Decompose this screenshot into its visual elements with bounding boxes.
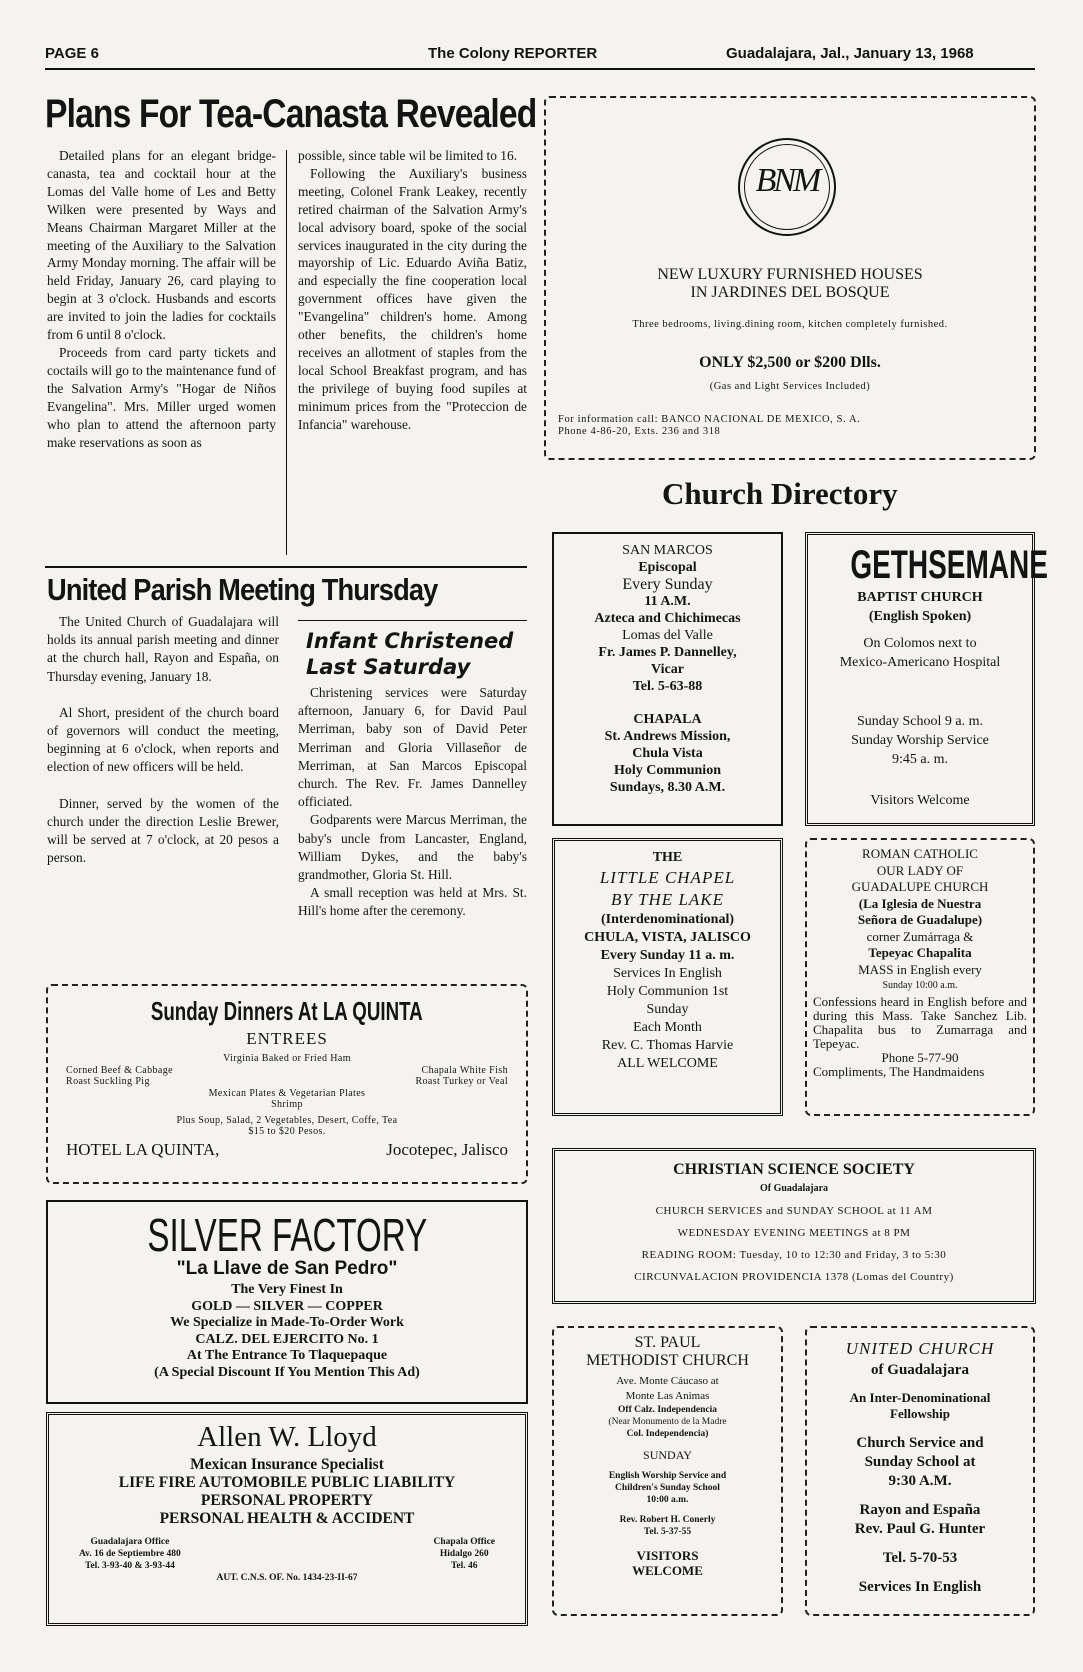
- bnm-title: NEW LUXURY FURNISHED HOUSES IN JARDINES DEL BOSQUE: [657, 266, 923, 301]
- dateline: Guadalajara, Jal., January 13, 1968: [726, 45, 974, 62]
- gethsemane-name: GETHSEMANE: [850, 543, 1048, 587]
- bnm-description: Three bedrooms, living.dining room, kitchen completely furnished.: [632, 319, 948, 330]
- st-paul-listing: ST. PAUL METHODIST CHURCH Ave. Monte Cáucaso at Monte Las Animas Off Calz. Independencia (Near Monumento de la Madre Col. Independencia) SUNDAY English Worship Service and Children's Sunday School 10:00 a.m. Rev. Robert H. Conerly Tel. 5-37-55 VISITORS WELCOME: [552, 1326, 783, 1616]
- silver-factory-ad: SILVER FACTORY "La Llave de San Pedro" The Very Finest In GOLD — SILVER — COPPER We Specialize in Made-To-Order Work CALZ. DEL EJERCITO No. 1 At The Entrance To Tlaquepaque (A Special Discount If You Mention This Ad): [46, 1200, 528, 1404]
- newspaper-name: The Colony REPORTER: [428, 45, 598, 62]
- tea-canasta-col-2: possible, since table wil be limited to 16. Following the Auxiliary's business meeting, Colonel Frank Leakey, recently retired chairman of the Salvation Army's local advisory board, spoke of the social services inaugurated in the city during the mayorship of Lic. Eduardo Aviña Batiz, and especially the fine cooperation local government offices have given the "Evangelina" children's home. Among other benefits, the children's home receives an allotment of staples from the local School Breakfast program, and has the privilege of buying food supiles at minimum prices from the "Proteccion de Infancia" warehouse.: [298, 148, 527, 432]
- united-parish-headline: United Parish Meeting Thursday: [47, 572, 438, 607]
- infant-article: Christening services were Saturday afternoon, January 6, for David Paul Merriman, baby son of David Peter Merriman and Gloria Villaseñor de Merriman, at San Marcos Episcopal church. The Rev. Fr. James Dannelley officiated. Godparents were Marcus Merriman, the baby's uncle from Lancaster, England, William Dykes, and the baby's grandmother, Gloria St. Hill. A small reception was held at Mrs. St. Hill's home after the ceremony.: [298, 685, 527, 919]
- united-parish-article: The United Church of Guadalajara will holds its annual parish meeting and dinner at the church hall, Rayon and España, on Thursday evening, January 18. Al Short, president of the church board of governors will conduct the meeting, beginning at 6 o'clock, when reports and election of new officers will be held. Dinner, served by the women of the church under the direction Leslie Brewer, will be served at 7 o'clock, at 20 pesos a person.: [47, 614, 279, 866]
- la-quinta-ad: Sunday Dinners At LA QUINTA ENTREES Virginia Baked or Fried Ham Corned Beef & Cabbage Chapala White Fish Roast Suckling Pig Roast Turkey or Veal Mexican Plates & Vegetarian Plates Shrimp Plus Soup, Salad, 2 Vegetables, Desert, Coffe, Tea $15 to $20 Pesos. HOTEL LA QUINTA, Jocotepec, Jalisco: [46, 984, 528, 1184]
- bnm-logo: [738, 138, 836, 236]
- page-number: PAGE 6: [45, 45, 99, 62]
- silver-factory-title: SILVER FACTORY: [147, 1209, 427, 1261]
- lloyd-name: Allen W. Lloyd: [197, 1421, 377, 1453]
- bnm-housing-ad: [544, 96, 1036, 460]
- roman-catholic-listing: ROMAN CATHOLIC OUR LADY OF GUADALUPE CHURCH (La Iglesia de Nuestra Señora de Guadalupe) corner Zumárraga & Tepeyac Chapalita MASS in English every Sunday 10:00 a.m. Confessions heard in English before and during this Mass. Take Sanchez Lib. Chapalita bus to Zumarraga and Tepeyac. Phone 5-77-90 Compliments, The Handmaidens: [805, 838, 1035, 1116]
- bnm-note: (Gas and Light Services Included): [709, 381, 871, 392]
- san-marcos-listing: SAN MARCOS Episcopal Every Sunday 11 A.M. Azteca and Chichimecas Lomas del Valle Fr. James P. Dannelley, Vicar Tel. 5-63-88 CHAPALA St. Andrews Mission, Chula Vista Holy Communion Sundays, 8.30 A.M.: [552, 532, 783, 826]
- tea-canasta-headline: Plans For Tea-Canasta Revealed: [45, 92, 537, 136]
- lloyd-guadalajara-office: Guadalajara Office Av. 16 de Septiembre 480 Tel. 3-93-40 & 3-93-44: [79, 1537, 181, 1571]
- church-directory-title: Church Directory: [662, 476, 898, 511]
- bnm-contact: For information call: BANCO NACIONAL DE MEXICO, S. A. Phone 4-86-20, Exts. 236 and 318: [558, 414, 861, 437]
- section-rule: [45, 566, 527, 568]
- little-chapel-listing: THE LITTLE CHAPEL BY THE LAKE (Interdenominational) CHULA, VISTA, JALISCO Every Sunday 11 a. m. Services In English Holy Communion 1st Sunday Each Month Rev. C. Thomas Harvie ALL WELCOME: [552, 838, 783, 1116]
- article-rule: [298, 620, 527, 621]
- bnm-monogram: BNM: [755, 162, 819, 199]
- lloyd-chapala-office: Chapala Office Hidalgo 260 Tel. 46: [433, 1537, 495, 1571]
- allen-lloyd-ad: Allen W. Lloyd Mexican Insurance Specialist LIFE FIRE AUTOMOBILE PUBLIC LIABILITY PERSONAL PROPERTY PERSONAL HEALTH & ACCIDENT Guadalajara Office Av. 16 de Septiembre 480 Tel. 3-93-40 & 3-93-44 Chapala Office Hidalgo 260 Tel. 46 AUT. C.N.S. OF. No. 1434-23-II-67: [46, 1412, 528, 1626]
- hotel-name: HOTEL LA QUINTA,: [66, 1139, 220, 1159]
- la-quinta-title: Sunday Dinners At LA QUINTA: [151, 996, 423, 1026]
- christian-science-listing: CHRISTIAN SCIENCE SOCIETY Of Guadalajara CHURCH SERVICES and SUNDAY SCHOOL at 11 AM WEDNESDAY EVENING MEETINGS at 8 PM READING ROOM: Tuesday, 10 to 12:30 and Friday, 3 to 5:30 CIRCUNVALACION PROVIDENCIA 1378 (Lomas del Country): [552, 1148, 1036, 1304]
- column-rule: [286, 150, 287, 555]
- infant-headline: Infant Christened Last Saturday: [306, 629, 514, 679]
- bnm-price: ONLY $2,500 or $200 Dlls.: [699, 354, 881, 371]
- tea-canasta-col-1: Detailed plans for an elegant bridge-canasta, tea and cocktail hour at the Lomas del Valle home of Les and Betty Wilken were presented by Ways and Means Chairman Margaret Miller at the meeting of the Auxiliary to the Salvation Army Monday morning. The affair will be held Friday, January 26, card playing to begin at 3 o'clock. Husbands and escorts are invited to join the ladies for cocktails from 6 until 8 o'clock. Proceeds from card party tickets and coctails will go to the maintenance fund of the Salvation Army's "Hogar de Niños Evangelina". Mrs. Miller urged women who plan to attend the afternoon party make reservations as soon as: [47, 148, 276, 450]
- united-church-listing: UNITED CHURCH of Guadalajara An Inter-Denominational Fellowship Church Service and Sunday School at 9:30 A.M. Rayon and España Rev. Paul G. Hunter Tel. 5-70-53 Services In English: [805, 1326, 1035, 1616]
- hotel-town: Jocotepec, Jalisco: [386, 1139, 508, 1159]
- gethsemane-listing: GETHSEMANE BAPTIST CHURCH (English Spoken) On Colomos next to Mexico-Americano Hospital Sunday School 9 a. m. Sunday Worship Service 9:45 a. m. Visitors Welcome: [805, 532, 1035, 826]
- masthead-rule: [45, 68, 1035, 70]
